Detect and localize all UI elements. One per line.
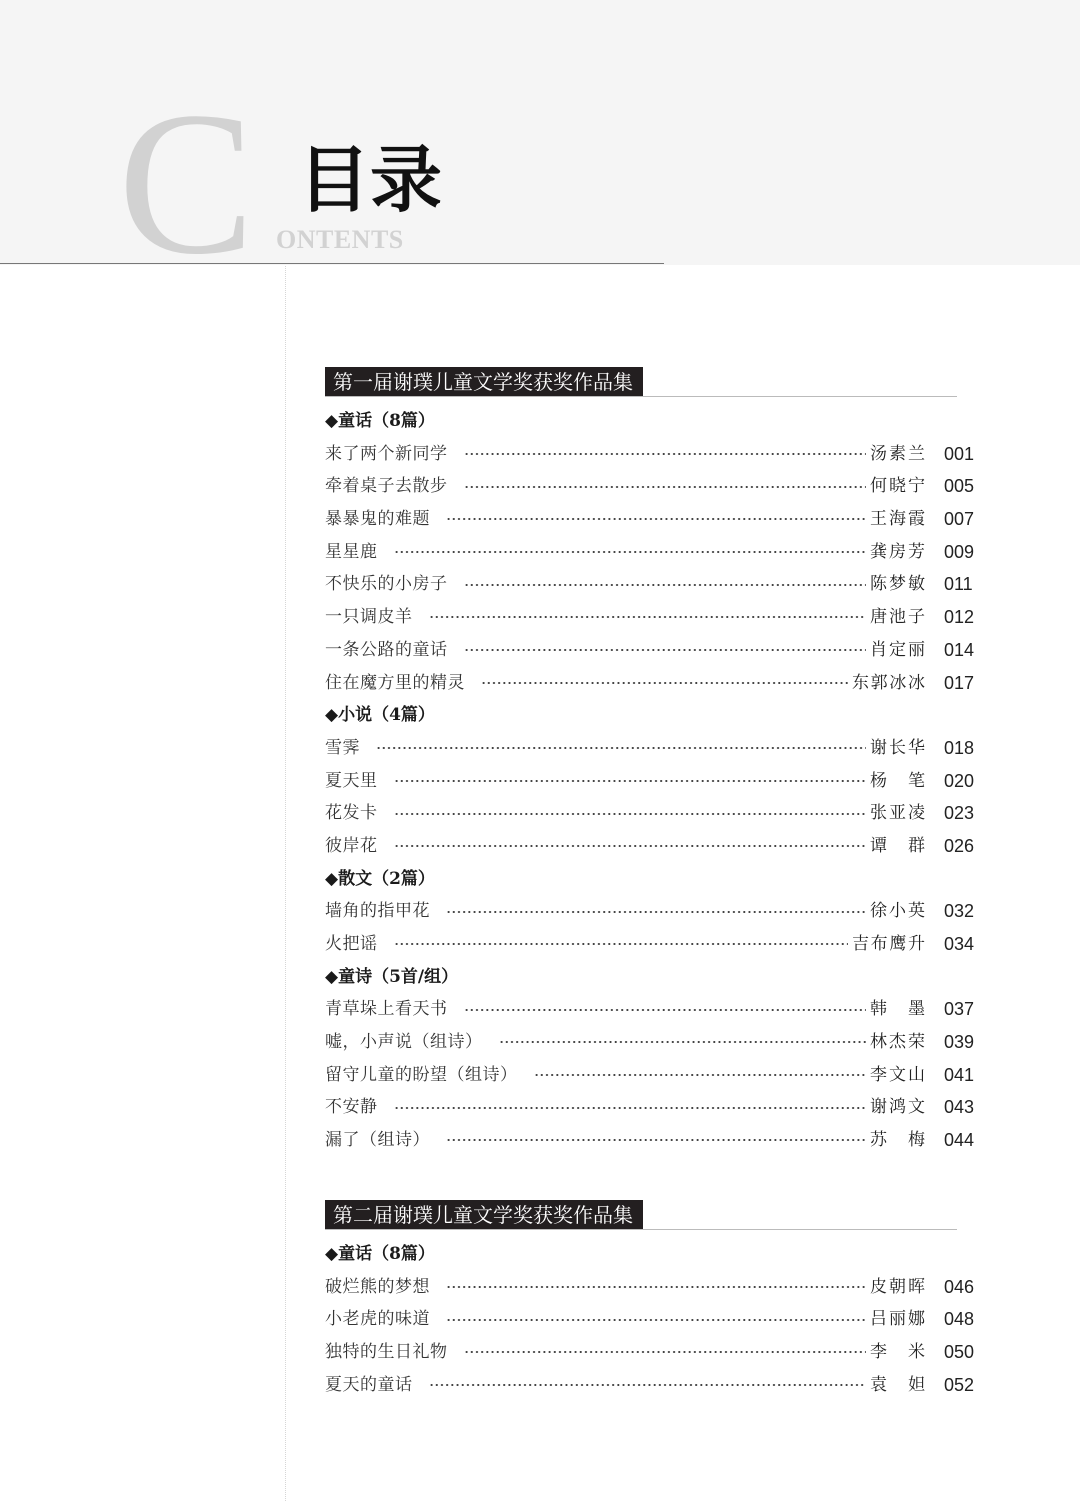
dot-leader bbox=[429, 614, 867, 620]
toc-entry[interactable] bbox=[325, 928, 975, 961]
entry-title: 嘘，小声说（组诗） bbox=[325, 1032, 483, 1053]
entry-title: 花发卡 bbox=[325, 803, 378, 824]
entry-title: 星星鹿 bbox=[325, 541, 378, 562]
entry-page-number: 041 bbox=[944, 1064, 975, 1085]
toc-section-1 bbox=[325, 367, 975, 1157]
dot-leader bbox=[394, 843, 867, 849]
category-heading: ◆童诗（5首/组） bbox=[325, 966, 459, 987]
dot-leader bbox=[394, 941, 849, 947]
entry-title: 彼岸花 bbox=[325, 835, 378, 856]
page-subtitle: ONTENTS bbox=[276, 225, 404, 254]
toc-entry[interactable] bbox=[325, 1091, 975, 1124]
entry-title: 破烂熊的梦想 bbox=[325, 1276, 430, 1297]
dot-leader bbox=[394, 549, 867, 555]
dot-leader bbox=[464, 1007, 867, 1013]
entry-page-number: 017 bbox=[944, 672, 975, 693]
dot-leader bbox=[394, 1105, 867, 1111]
dot-leader bbox=[464, 647, 867, 653]
margin-guide-line bbox=[285, 266, 286, 1501]
section-underline bbox=[325, 396, 957, 397]
toc-entry[interactable] bbox=[325, 1271, 975, 1304]
toc-entry[interactable] bbox=[325, 895, 975, 928]
entry-title: 一只调皮羊 bbox=[325, 607, 413, 628]
entry-author: 东郭冰冰 bbox=[852, 672, 925, 693]
entry-author: 吕丽娜 bbox=[870, 1309, 925, 1330]
entry-page-number: 005 bbox=[944, 476, 975, 497]
entry-title: 小老虎的味道 bbox=[325, 1309, 430, 1330]
category-heading: ◆小说（4篇） bbox=[325, 705, 435, 726]
dot-leader bbox=[376, 745, 866, 751]
dot-leader bbox=[499, 1039, 867, 1045]
entry-page-number: 044 bbox=[944, 1130, 975, 1151]
dot-leader bbox=[464, 451, 867, 457]
section-banner bbox=[325, 1200, 975, 1230]
toc-entry[interactable] bbox=[325, 993, 975, 1026]
dot-leader bbox=[464, 1349, 867, 1355]
entry-author: 吉布鹰升 bbox=[852, 934, 925, 954]
category-heading: ◆童话（8篇） bbox=[325, 411, 435, 431]
dot-leader bbox=[446, 516, 866, 522]
toc-entry[interactable] bbox=[325, 536, 975, 569]
entry-page-number: 001 bbox=[944, 443, 975, 464]
toc-entry[interactable] bbox=[325, 634, 975, 667]
entry-title: 火把谣 bbox=[325, 934, 378, 954]
entry-page-number: 052 bbox=[944, 1374, 975, 1395]
entry-page-number: 026 bbox=[944, 835, 975, 856]
entry-page-number: 007 bbox=[944, 509, 975, 530]
entry-title: 独特的生日礼物 bbox=[325, 1342, 448, 1363]
dot-leader bbox=[446, 909, 866, 915]
entry-author: 王海霞 bbox=[870, 509, 925, 530]
dot-leader bbox=[429, 1382, 867, 1388]
entry-author: 杨 笔 bbox=[870, 770, 925, 791]
entry-page-number: 014 bbox=[944, 639, 975, 660]
entry-author: 肖定丽 bbox=[870, 639, 925, 660]
dot-leader bbox=[464, 582, 867, 588]
section-title: 第一届谢璞儿童文学奖获奖作品集 bbox=[325, 367, 643, 397]
entry-author: 张亚凌 bbox=[870, 803, 925, 824]
entry-title: 留守儿童的盼望（组诗） bbox=[325, 1064, 518, 1085]
toc-entry[interactable] bbox=[325, 667, 975, 700]
entry-title: 暴暴鬼的难题 bbox=[325, 509, 430, 530]
entry-title: 墙角的指甲花 bbox=[325, 901, 430, 922]
entry-page-number: 043 bbox=[944, 1097, 975, 1118]
entry-author: 李文山 bbox=[870, 1064, 925, 1085]
toc-entry[interactable] bbox=[325, 1059, 975, 1092]
header-divider bbox=[0, 263, 664, 264]
entry-title: 夏天的童话 bbox=[325, 1374, 413, 1395]
entry-title: 雪霁 bbox=[325, 737, 360, 758]
entry-page-number: 034 bbox=[944, 934, 975, 954]
entry-author: 谢鸿文 bbox=[870, 1097, 925, 1118]
entry-author: 袁 妲 bbox=[870, 1374, 925, 1395]
toc-entry[interactable] bbox=[325, 1336, 975, 1369]
entry-page-number: 050 bbox=[944, 1342, 975, 1363]
contents-initial-letter: C bbox=[118, 70, 255, 297]
toc-entry[interactable] bbox=[325, 1303, 975, 1336]
toc-entry[interactable] bbox=[325, 568, 975, 601]
section-underline bbox=[325, 1229, 957, 1230]
entry-page-number: 012 bbox=[944, 607, 975, 628]
entry-author: 汤素兰 bbox=[870, 443, 925, 464]
entry-author: 陈梦敏 bbox=[870, 574, 925, 595]
entry-page-number: 009 bbox=[944, 541, 975, 562]
dot-leader bbox=[446, 1317, 866, 1323]
dot-leader bbox=[446, 1137, 866, 1143]
entry-page-number: 011 bbox=[944, 574, 973, 595]
toc-entry[interactable] bbox=[325, 503, 975, 536]
entry-page-number: 046 bbox=[944, 1276, 975, 1297]
page-title: 目录 bbox=[298, 138, 443, 222]
entry-author: 韩 墨 bbox=[870, 999, 925, 1020]
toc-entry[interactable] bbox=[325, 830, 975, 863]
entry-title: 住在魔方里的精灵 bbox=[325, 672, 465, 693]
entry-author: 苏 梅 bbox=[870, 1130, 925, 1151]
entry-author: 谭 群 bbox=[870, 835, 925, 856]
dot-leader bbox=[394, 811, 867, 817]
toc-entry[interactable] bbox=[325, 438, 975, 471]
toc-entry[interactable] bbox=[325, 1124, 975, 1157]
toc-entry[interactable] bbox=[325, 1026, 975, 1059]
entry-title: 不快乐的小房子 bbox=[325, 574, 448, 595]
toc-entry[interactable] bbox=[325, 601, 975, 634]
category-heading: ◆童话（8篇） bbox=[325, 1244, 435, 1264]
toc-entry[interactable] bbox=[325, 470, 975, 503]
entry-page-number: 023 bbox=[944, 803, 975, 824]
toc-section-2 bbox=[325, 1200, 975, 1401]
dot-leader bbox=[446, 1284, 866, 1290]
entry-page-number: 020 bbox=[944, 770, 975, 791]
dot-leader bbox=[394, 778, 867, 784]
section-title: 第二届谢璞儿童文学奖获奖作品集 bbox=[325, 1200, 643, 1230]
entry-page-number: 039 bbox=[944, 1032, 975, 1053]
entry-author: 林杰荣 bbox=[870, 1032, 925, 1053]
category-heading: ◆散文（2篇） bbox=[325, 868, 435, 889]
toc-entry[interactable] bbox=[325, 1369, 975, 1402]
entry-title: 青草垛上看天书 bbox=[325, 999, 448, 1020]
entry-author: 唐池子 bbox=[870, 607, 925, 628]
entry-author: 何晓宁 bbox=[870, 476, 925, 497]
entry-page-number: 018 bbox=[944, 737, 975, 758]
toc-entry[interactable] bbox=[325, 732, 975, 765]
entry-author: 皮朝晖 bbox=[870, 1276, 925, 1297]
toc-entry[interactable] bbox=[325, 765, 975, 798]
entry-page-number: 048 bbox=[944, 1309, 975, 1330]
entry-author: 徐小英 bbox=[870, 901, 925, 922]
entry-title: 牵着桌子去散步 bbox=[325, 476, 448, 497]
entry-title: 夏天里 bbox=[325, 770, 378, 791]
section-banner bbox=[325, 367, 975, 397]
entry-page-number: 032 bbox=[944, 901, 975, 922]
entry-author: 龚房芳 bbox=[870, 541, 925, 562]
dot-leader bbox=[464, 484, 867, 490]
entry-title: 不安静 bbox=[325, 1097, 378, 1118]
entry-title: 来了两个新同学 bbox=[325, 443, 448, 464]
toc-entry[interactable] bbox=[325, 797, 975, 830]
entry-author: 李 米 bbox=[870, 1342, 925, 1363]
entry-title: 漏了（组诗） bbox=[325, 1130, 430, 1151]
dot-leader bbox=[534, 1072, 867, 1078]
dot-leader bbox=[481, 680, 848, 686]
entry-author: 谢长华 bbox=[870, 737, 925, 758]
entry-page-number: 037 bbox=[944, 999, 975, 1020]
entry-title: 一条公路的童话 bbox=[325, 639, 448, 660]
